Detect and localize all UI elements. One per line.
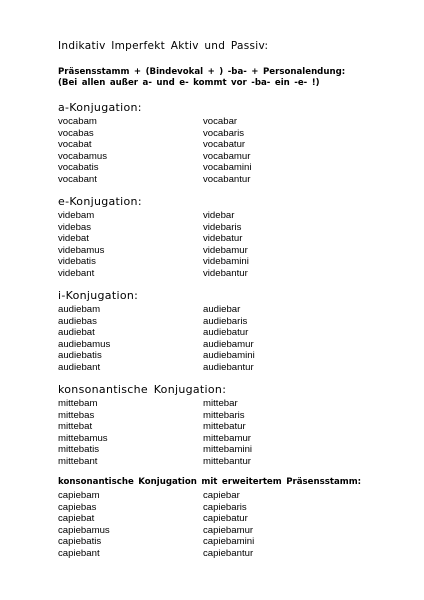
- active-form: mittebatis: [58, 444, 100, 455]
- passive-form: vocabamur: [203, 150, 251, 162]
- passive-form: mittebamur: [203, 432, 251, 444]
- active-form: audiebam: [58, 304, 101, 315]
- form-row: [58, 362, 398, 374]
- form-row: [58, 350, 398, 362]
- section-heading: i-Konjugation:: [58, 289, 139, 302]
- active-form: capiebas: [58, 501, 97, 513]
- passive-form: vocabamini: [203, 162, 252, 173]
- active-form: audiebatis: [58, 350, 102, 361]
- page-title: Indikativ Imperfekt Aktiv und Passiv:: [58, 40, 269, 52]
- passive-form: videbamur: [203, 244, 248, 256]
- form-row: [58, 433, 398, 445]
- form-row: [58, 327, 398, 339]
- active-form: videbat: [58, 233, 89, 244]
- active-form: capiebatis: [58, 536, 102, 547]
- active-form: audiebas: [58, 315, 97, 327]
- active-form: vocabas: [58, 127, 94, 139]
- active-form: capiebant: [58, 547, 100, 559]
- active-form: mittebant: [58, 455, 98, 467]
- active-form: vocabam: [58, 116, 97, 127]
- passive-form: audiebamur: [203, 338, 254, 350]
- passive-form: vocabaris: [203, 127, 245, 139]
- passive-form: capiebaris: [203, 501, 247, 513]
- active-form: vocabat: [58, 139, 92, 150]
- form-row: [58, 548, 398, 560]
- passive-form: capiebantur: [203, 547, 254, 559]
- form-row: [58, 398, 398, 410]
- form-row: [58, 502, 398, 514]
- section-consonant-conjugation-extended: [58, 477, 398, 559]
- passive-form: vocabantur: [203, 173, 251, 185]
- form-row: [58, 268, 398, 280]
- section-heading: a-Konjugation:: [58, 101, 142, 114]
- passive-form: capiebar: [203, 490, 240, 501]
- form-row: [58, 339, 398, 351]
- passive-form: audiebatur: [203, 327, 249, 338]
- active-form: capiebat: [58, 513, 95, 524]
- active-form: audiebat: [58, 327, 95, 338]
- form-row: [58, 536, 398, 548]
- active-form: vocabamus: [58, 150, 108, 162]
- form-row: [58, 139, 398, 151]
- passive-form: vocabar: [203, 116, 238, 127]
- formation-rule: [58, 67, 398, 89]
- passive-form: audiebamini: [203, 350, 255, 361]
- passive-form: audiebaris: [203, 315, 248, 327]
- passive-form: mittebantur: [203, 455, 251, 467]
- section-heading: konsonantische Konjugation:: [58, 383, 227, 396]
- active-form: videbas: [58, 221, 92, 233]
- passive-form: mittebamini: [203, 444, 253, 455]
- active-form: capiebamus: [58, 524, 110, 536]
- document-page: [58, 40, 398, 569]
- form-row: [58, 233, 398, 245]
- form-row: [58, 210, 398, 222]
- form-row: [58, 256, 398, 268]
- active-form: vocabatis: [58, 162, 99, 173]
- section-a-conjugation: [58, 101, 398, 185]
- form-row: [58, 128, 398, 140]
- form-row: [58, 525, 398, 537]
- form-row: [58, 174, 398, 186]
- form-row: [58, 490, 398, 502]
- form-row: [58, 421, 398, 433]
- form-row: [58, 245, 398, 257]
- section-heading: konsonantische Konjugation mit erweitertem Präsensstamm:: [58, 477, 362, 487]
- passive-form: mittebar: [203, 398, 238, 409]
- active-form: videbam: [58, 210, 95, 221]
- passive-form: vocabatur: [203, 139, 246, 150]
- passive-form: mittebaris: [203, 409, 245, 421]
- active-form: mittebam: [58, 398, 98, 409]
- conjugation-sections: [58, 101, 398, 559]
- form-row: [58, 304, 398, 316]
- section-consonant-conjugation: [58, 383, 398, 467]
- formation-rule-line-1: Präsensstamm + (Bindevokal + ) -ba- + Personalendung:: [58, 67, 346, 77]
- active-form: videbatis: [58, 256, 96, 267]
- passive-form: capiebamini: [203, 536, 255, 547]
- section-heading: e-Konjugation:: [58, 195, 142, 208]
- active-form: vocabant: [58, 173, 97, 185]
- passive-form: videbar: [203, 210, 235, 221]
- passive-form: videbamini: [203, 256, 249, 267]
- passive-form: mittebatur: [203, 421, 246, 432]
- section-i-conjugation: [58, 289, 398, 373]
- active-form: videbant: [58, 267, 95, 279]
- form-row: [58, 151, 398, 163]
- section-e-conjugation: [58, 195, 398, 279]
- form-row: [58, 316, 398, 328]
- passive-form: videbatur: [203, 233, 243, 244]
- active-form: audiebant: [58, 361, 101, 373]
- passive-form: videbaris: [203, 221, 242, 233]
- passive-form: capiebatur: [203, 513, 248, 524]
- form-row: [58, 410, 398, 422]
- formation-rule-line-2: (Bei allen außer a- und e- kommt vor -ba- ein -e- !): [58, 78, 320, 88]
- form-row: [58, 513, 398, 525]
- passive-form: videbantur: [203, 267, 248, 279]
- active-form: videbamus: [58, 244, 105, 256]
- active-form: mittebat: [58, 421, 93, 432]
- passive-form: audiebantur: [203, 361, 254, 373]
- active-form: capiebam: [58, 490, 100, 501]
- passive-form: audiebar: [203, 304, 241, 315]
- form-row: [58, 444, 398, 456]
- active-form: audiebamus: [58, 338, 111, 350]
- form-row: [58, 162, 398, 174]
- passive-form: capiebamur: [203, 524, 254, 536]
- active-form: mittebamus: [58, 432, 108, 444]
- form-row: [58, 116, 398, 128]
- form-row: [58, 456, 398, 468]
- active-form: mittebas: [58, 409, 95, 421]
- form-row: [58, 222, 398, 234]
